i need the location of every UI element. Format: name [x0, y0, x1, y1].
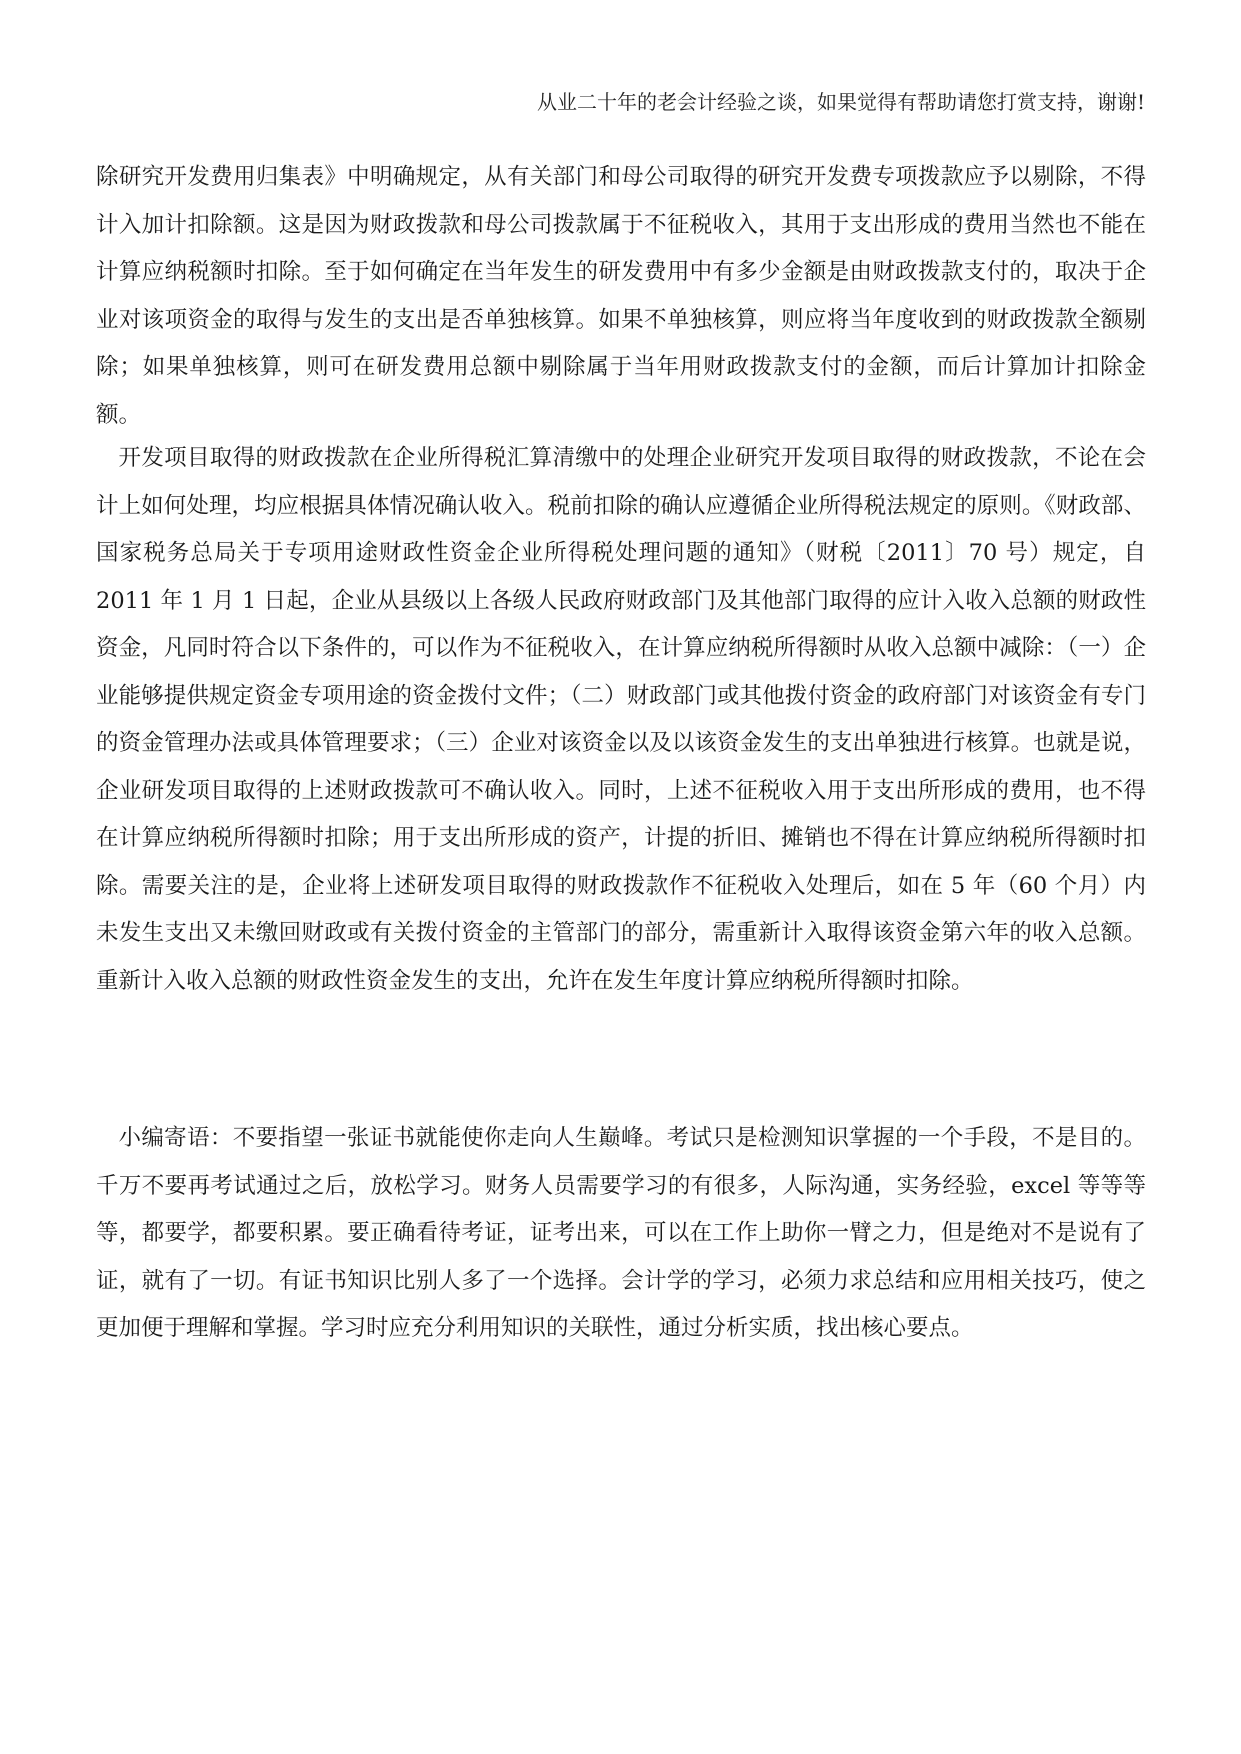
paragraph-fiscal-appropriation: 开发项目取得的财政拨款在企业所得税汇算清缴中的处理企业研究开发项目取得的财政拨款，不论在会计上如何处理，均应根据具体情况确认收入。税前扣除的确认应遵循企业所得税法规定的原则。《财政部、国家税务总局关于专项用途财政性资金企业所得税处理问题的通知》（财税〔2011〕70 号）规定，自 2011 年 1 月 1 日起，企业从县级以上各级人民政府财政部门及其他部门取得的应计入收入总额的财政性资金，凡同时符合以下条件的，可以作为不征税收入，在计算应纳税所得额时从收入总额中减除：（一）企业能够提供规定资金专项用途的资金拨付文件；（二）财政部门或其他拨付资金的政府部门对该资金有专门的资金管理办法或具体管理要求；（三）企业对该资金以及以该资金发生的支出单独进行核算。也就是说，企业研发项目取得的上述财政拨款可不确认收入。同时，上述不征税收入用于支出所形成的费用，也不得在计算应纳税所得额时扣除；用于支出所形成的资产，计提的折旧、摊销也不得在计算应纳税所得额时扣除。需要关注的是，企业将上述研发项目取得的财政拨款作不征税收入处理后，如在 5 年（60 个月）内未发生支出又未缴回财政或有关拨付资金的主管部门的部分，需重新计入取得该资金第六年的收入总额。重新计入收入总额的财政性资金发生的支出，允许在发生年度计算应纳税所得额时扣除。: [96, 445, 1146, 994]
body-section-1: [96, 154, 1146, 439]
body-section-3: [96, 1115, 1146, 1353]
paragraph-editor-note: 小编寄语：不要指望一张证书就能使你走向人生巅峰。考试只是检测知识掌握的一个手段，不是目的。千万不要再考试通过之后，放松学习。财务人员需要学习的有很多，人际沟通，实务经验，excel 等等等等，都要学，都要积累。要正确看待考证，证考出来，可以在工作上助你一臂之力，但是绝对不是说有了证，就有了一切。有证书知识比别人多了一个选择。会计学的学习，必须力求总结和应用相关技巧，使之更加便于理解和掌握。学习时应充分利用知识的关联性，通过分析实质，找出核心要点。: [96, 1125, 1146, 1341]
body-section-2: [96, 435, 1146, 1005]
header-note: 从业二十年的老会计经验之谈，如果觉得有帮助请您打赏支持，谢谢!: [536, 90, 1145, 114]
paragraph-rd-expense-exclusion: 除研究开发费用归集表》中明确规定，从有关部门和母公司取得的研究开发费专项拨款应予以剔除，不得计入加计扣除额。这是因为财政拨款和母公司拨款属于不征税收入，其用于支出形成的费用当然也不能在计算应纳税额时扣除。至于如何确定在当年发生的研发费用中有多少金额是由财政拨款支付的，取决于企业对该项资金的取得与发生的支出是否单独核算。如果不单独核算，则应将当年度收到的财政拨款全额剔除；如果单独核算，则可在研发费用总额中剔除属于当年用财政拨款支付的金额，而后计算加计扣除金额。: [96, 164, 1146, 428]
